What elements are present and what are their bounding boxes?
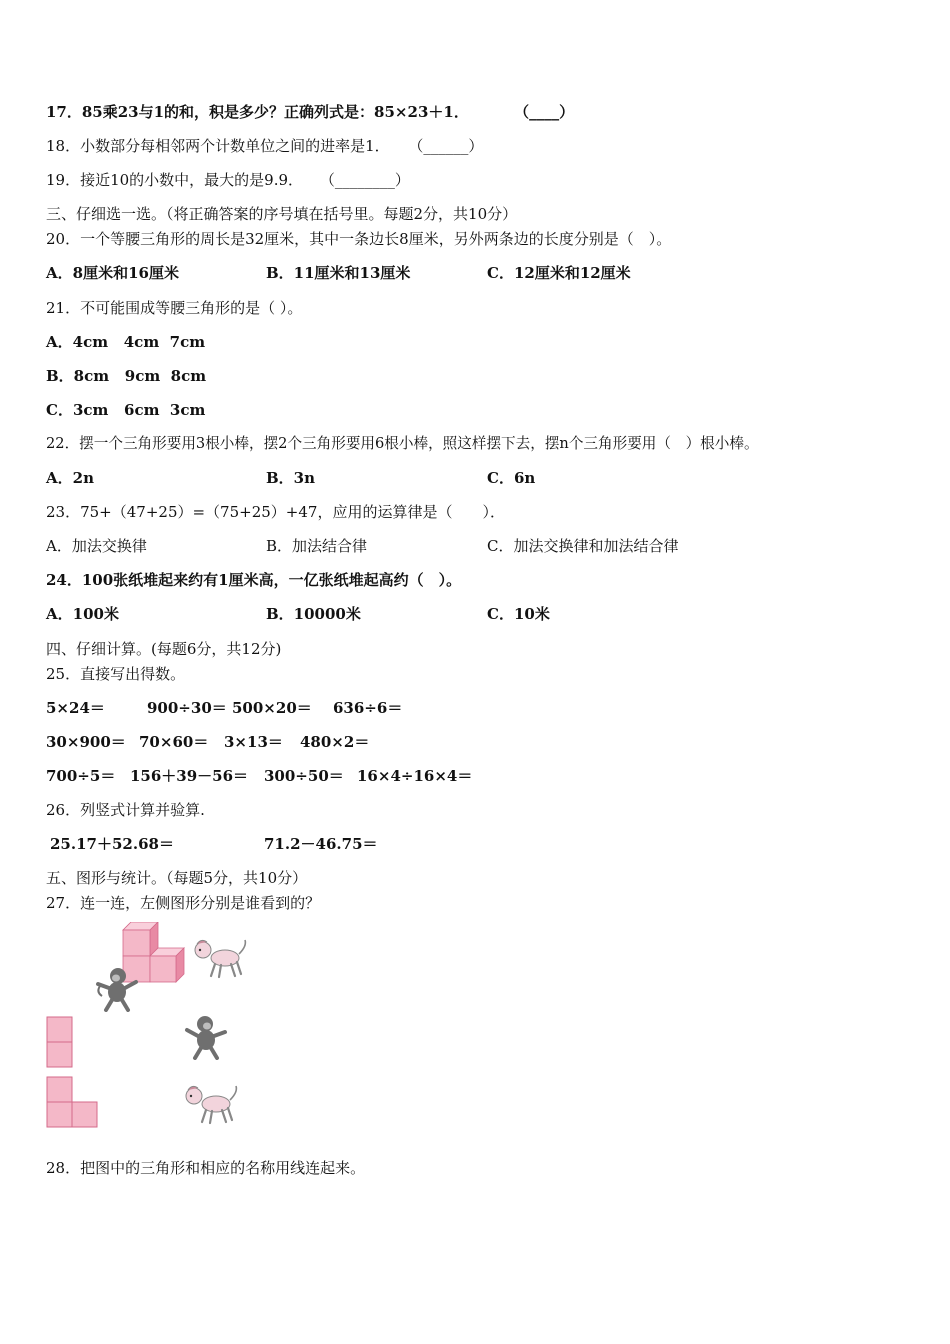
question-28-stem: 28．把图中的三角形和相应的名称用线连起来。 [46, 1159, 366, 1177]
calc-item: 5×24＝ [46, 699, 105, 717]
question-25-stem: 25．直接写出得数。 [46, 665, 186, 683]
option-c[interactable]: C．3cm 6cm 3cm [46, 401, 206, 419]
option-c[interactable]: C．10米 [487, 605, 550, 623]
option-b[interactable]: B．8cm 9cm 8cm [46, 367, 207, 385]
section-5-heading: 五、图形与统计。（每题5分，共10分） [46, 869, 308, 887]
question-23-stem: 23．75+（47+25）=（75+25）+47，应用的运算律是（ ）． [46, 503, 505, 521]
option-c[interactable]: C．加法交换律和加法结合律 [487, 537, 679, 555]
calc-item: 900÷30＝ [147, 699, 227, 717]
question-26-stem: 26．列竖式计算并验算. [46, 801, 205, 819]
monkey-icon [94, 966, 140, 1012]
section-3-heading: 三、仔细选一选。（将正确答案的序号填在括号里。每题2分，共10分） [46, 205, 518, 223]
option-a[interactable]: A．2n [46, 469, 94, 487]
dog-icon [189, 936, 249, 980]
option-b[interactable]: B．11厘米和13厘米 [266, 264, 411, 282]
calc-item: 70×60＝ [139, 733, 209, 751]
calc-item: 3×13＝ [224, 733, 283, 751]
question-22-stem: 22．摆一个三角形要用3根小棒，摆2个三角形要用6根小棒，照这样摆下去，摆n个三角形要用（ ）根小棒。 [46, 435, 759, 452]
option-b[interactable]: B．3n [266, 469, 316, 487]
option-b[interactable]: B．加法结合律 [266, 537, 368, 555]
calc-item: 30×900＝ [46, 733, 126, 751]
calc-item: 156＋39－56＝ [130, 767, 249, 785]
question-18: 18．小数部分每相邻两个计数单位之间的进率是1． （______） [46, 137, 484, 155]
option-c[interactable]: C．12厘米和12厘米 [487, 264, 631, 282]
two-square-column-figure [46, 1016, 74, 1068]
option-a[interactable]: A．100米 [46, 605, 119, 623]
question-17: 17．85乘23与1的和，积是多少？正确列式是：85×23＋1． （____） [46, 103, 575, 121]
vertical-calc-item: 71.2－46.75＝ [264, 835, 378, 853]
section-4-heading: 四、仔细计算。(每题6分，共12分) [46, 640, 282, 658]
answer-blank[interactable]: （______） [408, 137, 484, 155]
option-a[interactable]: A．4cm 4cm 7cm [46, 333, 206, 351]
question-27-stem: 27．连一连，左侧图形分别是谁看到的？ [46, 894, 321, 912]
monkey-icon [183, 1014, 229, 1060]
question-20-stem: 20．一个等腰三角形的周长是32厘米，其中一条边长8厘米，另外两条边的长度分别是（ ）。 [46, 230, 672, 248]
answer-blank[interactable]: （________） [319, 171, 410, 189]
calc-item: 636÷6＝ [333, 699, 403, 717]
option-c[interactable]: C．6n [487, 469, 536, 487]
calc-item: 500×20＝ [232, 699, 312, 717]
vertical-calc-item: 25.17＋52.68＝ [50, 835, 174, 853]
dog-icon [180, 1082, 240, 1126]
l-shape-figure [46, 1076, 98, 1128]
question-24-stem: 24．100张纸堆起来约有1厘米高，一亿张纸堆起高约（ ）。 [46, 571, 462, 589]
calc-item: 480×2＝ [300, 733, 370, 751]
question-19: 19．接近10的小数中，最大的是9.9． （________） [46, 171, 410, 189]
question-21-stem: 21．不可能围成等腰三角形的是（ ）。 [46, 299, 303, 317]
option-a[interactable]: A．8厘米和16厘米 [46, 264, 179, 282]
calc-item: 300÷50＝ [264, 767, 344, 785]
answer-blank[interactable]: （____） [514, 103, 575, 121]
option-b[interactable]: B．10000米 [266, 605, 361, 623]
calc-item: 700÷5＝ [46, 767, 116, 785]
calc-item: 16×4÷16×4＝ [357, 767, 473, 785]
option-a[interactable]: A．加法交换律 [46, 537, 147, 555]
